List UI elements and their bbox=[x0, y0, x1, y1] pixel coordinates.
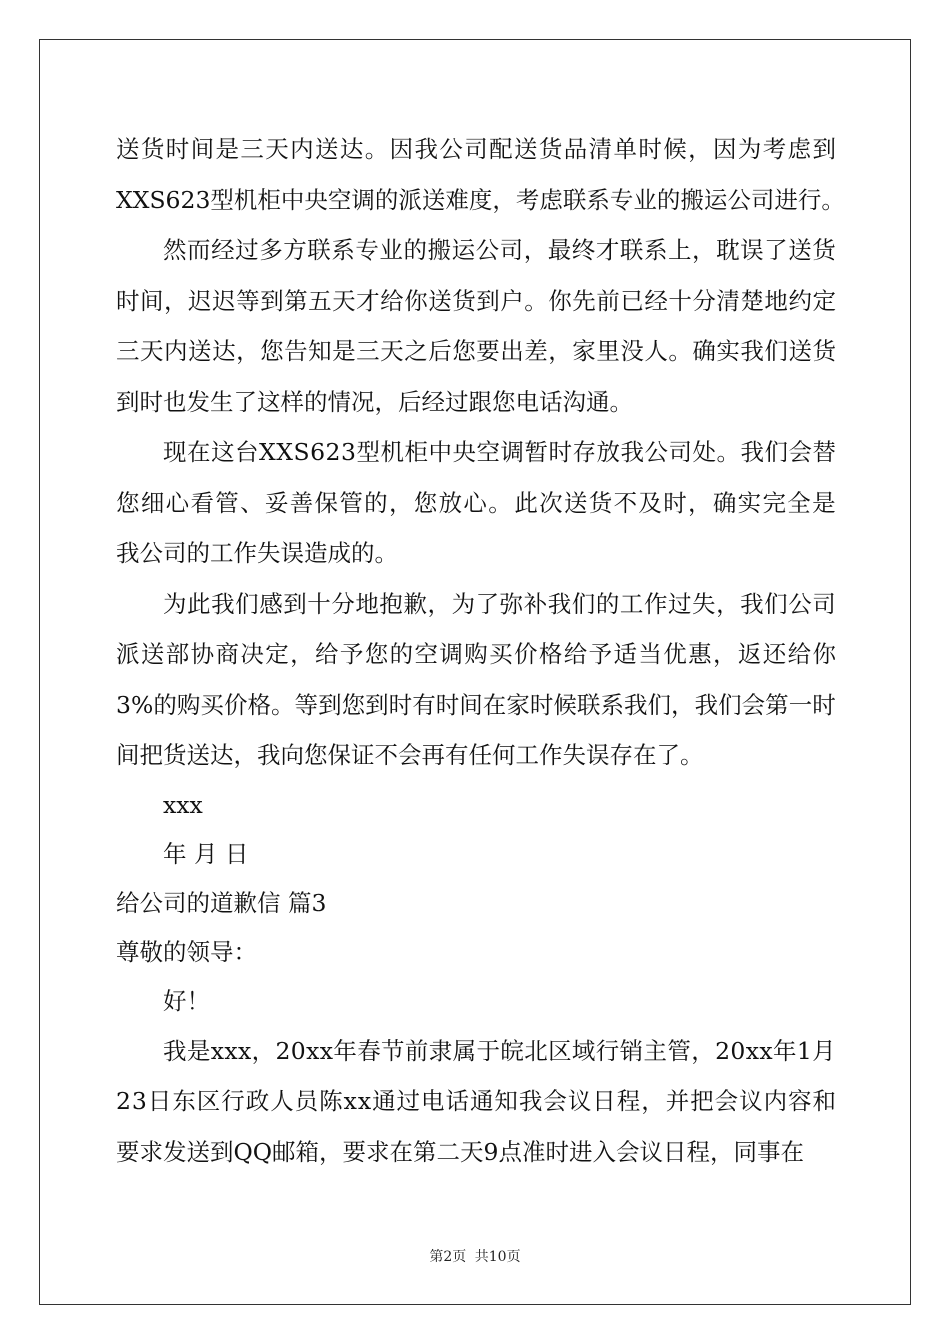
paragraph-line: 现 在 这 台 X X S 6 2 3 型 机 柜 中 央 空 调 暂 时 存 放 我 公 司 处 。 我 们 会 替 bbox=[163, 438, 836, 466]
paragraph-line: 3 % 的 购 买 价 格 。 等 到 您 到 时 有 时 间 在 家 时 候 联 系 我 们 ， 我 们 会 第 一 时 bbox=[116, 690, 836, 719]
paragraph bbox=[116, 124, 845, 225]
paragraph-line: 2 3 日 东 区 行 政 人 员 陈 x x 通 过 电 话 通 知 我 会 议 日 程 ， 并 把 会 议 内 容 和 bbox=[116, 1087, 836, 1115]
paragraph-line: 然 而 经 过 多 方 联 系 专 业 的 搬 运 公 司 ， 最 终 才 联 系 上 ， 耽 误 了 送 货 bbox=[163, 236, 836, 264]
paragraphs bbox=[116, 124, 845, 781]
last-paragraph bbox=[116, 1026, 836, 1178]
paragraph-line: 我 是 x x x ， 2 0 x x 年 春 节 前 隶 属 于 皖 北 区 域 行 销 主 管 ， 2 0 x x 年 1 月 bbox=[163, 1036, 836, 1065]
paragraph-line: 间把货送达，我向您保证不会再有任何工作失误存在了。 bbox=[116, 741, 704, 769]
paragraph-line: XXS623型机柜中央空调的派送难度，考虑联系专业的搬运公司进行。 bbox=[116, 185, 845, 214]
page-footer bbox=[0, 1246, 950, 1266]
paragraph bbox=[116, 225, 836, 427]
paragraph bbox=[116, 1026, 836, 1178]
paragraph bbox=[116, 579, 836, 781]
salutation: 尊敬的领导： bbox=[116, 937, 257, 966]
paragraph-line: 送 货 时 间 是 三 天 内 送 达 。 因 我 公 司 配 送 货 品 清 单 时 候 ， 因 为 考 虑 到 bbox=[116, 135, 836, 163]
signature: xxx bbox=[163, 790, 203, 819]
paragraph-line: 您 细 心 看 管 、 妥 善 保 管 的 ， 您 放 心 。 此 次 送 货 不 及 时 ， 确 实 完 全 是 bbox=[116, 488, 836, 517]
paragraph-line: 时 间 ， 迟 迟 等 到 第 五 天 才 给 你 送 货 到 户 。 你 先 前 已 经 十 分 清 楚 地 约 定 bbox=[116, 286, 836, 315]
letter-body bbox=[116, 124, 845, 1177]
paragraph-line: 三 天 内 送 达 ， 您 告 知 是 三 天 之 后 您 要 出 差 ， 家 里 没 人 。 确 实 我 们 送 货 bbox=[116, 337, 836, 365]
section-title: 给公司的道歉信 篇3 bbox=[116, 888, 327, 917]
paragraph-line: 到时也发生了这样的情况，后经过跟您电话沟通。 bbox=[116, 387, 633, 416]
paragraph-line: 我公司的工作失误造成的。 bbox=[116, 539, 398, 567]
greeting: 好！ bbox=[163, 986, 210, 1015]
paragraph bbox=[116, 427, 836, 579]
paragraph-line: 为 此 我 们 感 到 十 分 地 抱 歉 ， 为 了 弥 补 我 们 的 工 作 过 失 ， 我 们 公 司 bbox=[163, 589, 836, 618]
paragraph-line: 派 送 部 协 商 决 定 ， 给 予 您 的 空 调 购 买 价 格 给 予 适 当 优 惠 ， 返 还 给 你 bbox=[116, 640, 836, 668]
page-total: 共10页 bbox=[474, 1249, 521, 1265]
paragraph-line: 要求发送到QQ邮箱，要求在第二天9点准时进入会议日程，同事在 bbox=[116, 1137, 804, 1166]
page-number: 第2页 bbox=[429, 1249, 467, 1265]
date-line: 年 月 日 bbox=[163, 839, 249, 868]
